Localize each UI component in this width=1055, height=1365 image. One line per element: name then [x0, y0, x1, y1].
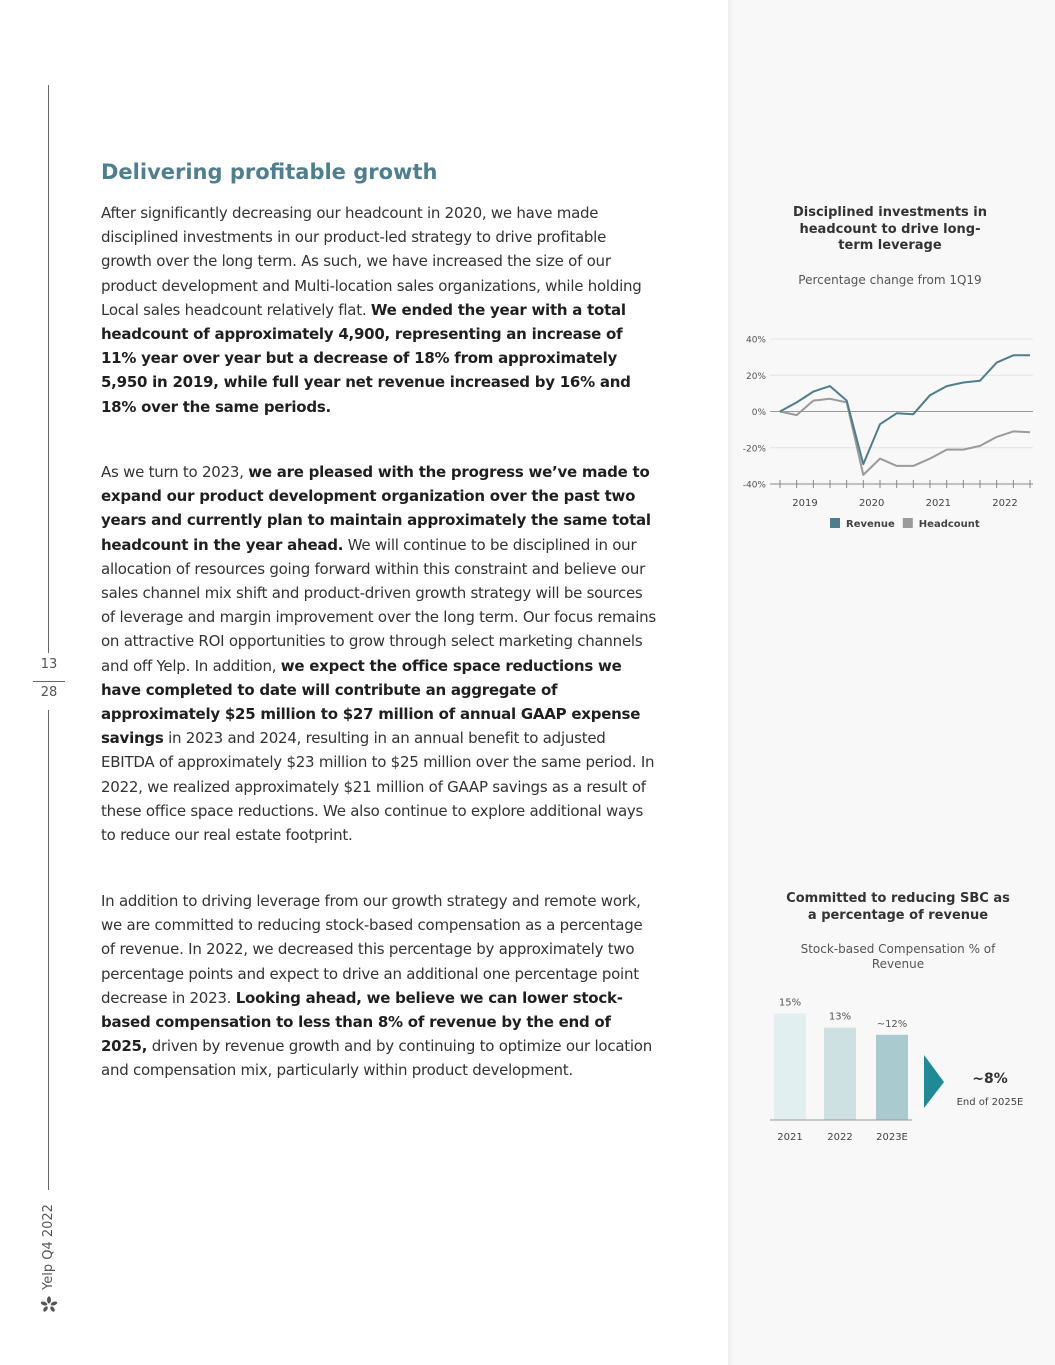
x-year-label: 2022	[992, 498, 1018, 509]
p2-bold-2: we expect the office space reductions we have completed to date will contribute an aggregate of approximately $25 million to $27 million of annual GAAP expense savings	[101, 656, 641, 748]
bar-data-label: 15%	[778, 997, 802, 1009]
x-year-label: 2021	[925, 498, 952, 509]
bar-chart	[728, 985, 1055, 1155]
p1-bold-1: We ended the year with a total headcount of approximately 4,900, representing an increase of 11% year over year but a decrease of 18% from approximately 5,950 in 2019, while full year net revenue increased by 16% and 18% over the same periods.	[101, 300, 631, 416]
p3-text-2: driven by revenue growth and by continuing to optimize our location and compensation mix, particularly within product development.	[101, 1037, 652, 1080]
yelp-burst-icon	[40, 1296, 58, 1314]
y-tick-label: 20%	[745, 371, 766, 382]
target-arrow-icon	[924, 1055, 944, 1108]
chart1-title: Disciplined investments in headcount to drive long-term leverage	[792, 205, 988, 253]
y-tick-label: -40%	[742, 480, 766, 491]
p2-text-1: As we turn to 2023,	[101, 463, 249, 481]
target-value: ~8%	[972, 1071, 1008, 1087]
bar-category-label: 2023E	[876, 1132, 908, 1143]
p3-bold-1: Looking ahead, we believe we can lower stock-based compensation to less than 8% of revenue by the end of 2025,	[101, 988, 623, 1056]
p2-bold-1: we are pleased with the progress we’ve made to expand our product development organization over the past two years and currently plan to maintain approximately the same total headcount in the year ahead.	[101, 463, 651, 554]
bar-category-label: 2022	[827, 1132, 853, 1143]
p3-text-1: In addition to driving leverage from our growth strategy and remote work, we are committed to reducing stock-based compensation as a percentage of revenue. In 2022, we decreased this percentage by approximately two percentage points and expect to drive an additional one percentage point decrease in 2023.	[101, 892, 643, 1007]
p2-text-3: in 2023 and 2024, resulting in an annual benefit to adjusted EBITDA of approximately $23 million to $25 million over the same period. In 2022, we realized approximately $21 million of GAAP savings as a result of these office space reductions. We also continue to explore additional ways to reduce our real estate footprint.	[101, 729, 655, 845]
legend-label-revenue: Revenue	[846, 519, 895, 530]
bar-data-label: 13%	[828, 1011, 852, 1023]
paragraph-3	[101, 889, 657, 1083]
y-tick-label: -20%	[742, 444, 766, 455]
section-title: Delivering profitable growth	[101, 160, 438, 184]
bar-2022	[824, 1028, 856, 1120]
bar-data-label: ~12%	[876, 1018, 908, 1030]
legend-swatch-headcount	[903, 518, 913, 528]
x-year-label: 2019	[792, 498, 818, 509]
x-year-label: 2020	[858, 498, 885, 509]
page-total: 28	[40, 685, 58, 700]
bar-2021	[774, 1014, 806, 1121]
chart1-subtitle: Percentage change from 1Q19	[798, 273, 982, 287]
paragraph-2	[101, 460, 657, 847]
p1-text-1: After significantly decreasing our headcount in 2020, we have made disciplined investments in our product-led strategy to drive profitable growth over the long term. As such, we have increased the size of our product development and Multi-location sales organizations, while holding Local sales headcount relatively flat.	[101, 204, 642, 319]
p2-text-2: We will continue to be disciplined in our allocation of resources going forward within this constraint and believe our sales channel mix shift and product-driven growth strategy will be sources of leverage and margin improvement over the long term. Our focus remains on attractive ROI opportunities to grow through select marketing channels and off Yelp. In addition,	[101, 535, 656, 675]
y-tick-label: 0%	[751, 408, 766, 418]
page-divider	[33, 681, 65, 682]
chart2-title: Committed to reducing SBC as a percentage of revenue	[786, 891, 1010, 923]
bar-2023E	[876, 1035, 908, 1120]
rail-line-bottom	[48, 710, 49, 1190]
brand-label: Yelp Q4 2022	[41, 1204, 56, 1290]
legend-label-headcount: Headcount	[918, 519, 980, 530]
line-chart	[728, 325, 1055, 545]
y-tick-label: 40%	[745, 335, 766, 346]
series-line-headcount	[780, 399, 1030, 475]
legend-swatch-revenue	[830, 518, 840, 528]
page-current: 13	[40, 657, 58, 672]
bar-category-label: 2021	[777, 1132, 803, 1143]
paragraph-1	[101, 201, 657, 419]
rail-line-top	[48, 85, 49, 653]
chart2-subtitle: Stock-based Compensation % of Revenue	[800, 942, 996, 971]
target-label: End of 2025E	[956, 1097, 1024, 1108]
